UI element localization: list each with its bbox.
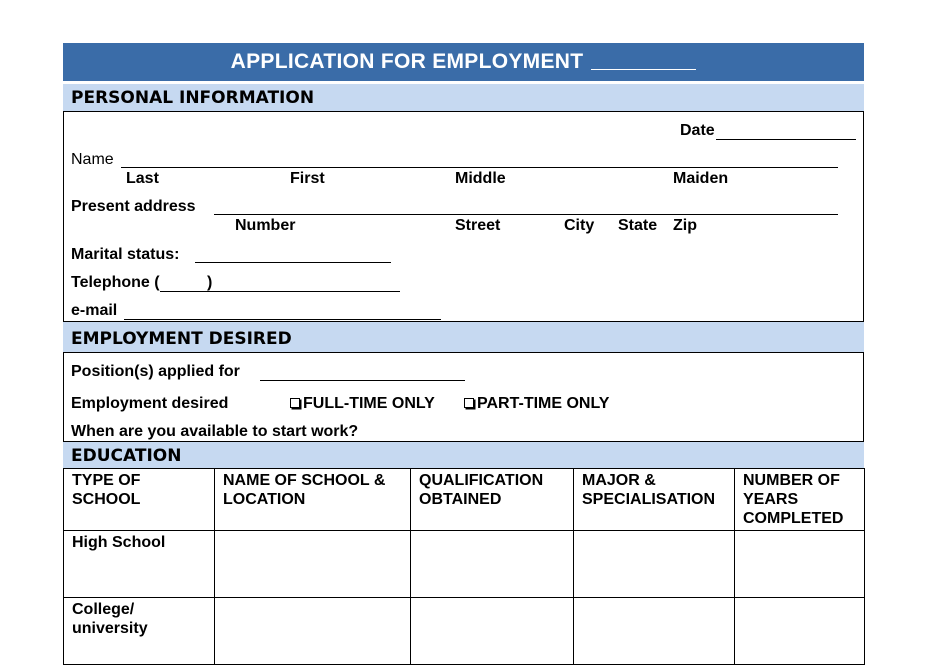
row-college-name-cell[interactable] [215, 598, 411, 665]
col-qualification: QUALIFICATION OBTAINED [411, 469, 574, 531]
date-label: Date [680, 122, 715, 139]
row-college-qualification-cell[interactable] [411, 598, 574, 665]
form-title-bar [63, 43, 864, 81]
row-high-school-type: High School [64, 531, 215, 598]
table-row [64, 531, 865, 598]
row-high-school-qualification-cell[interactable] [411, 531, 574, 598]
education-table [63, 468, 865, 665]
position-field[interactable] [260, 380, 465, 381]
address-field[interactable] [214, 214, 838, 215]
col-years-completed: NUMBER OF YEARS COMPLETED [735, 469, 865, 531]
email-label: e-mail [71, 302, 118, 319]
name-part-maiden: Maiden [673, 170, 729, 187]
telephone-label: Telephone ( [71, 274, 160, 291]
employment-desired-label: Employment desired [71, 395, 229, 412]
row-high-school-major-cell[interactable] [574, 531, 735, 598]
address-part-street: Street [455, 217, 501, 234]
title-blank-line[interactable] [591, 54, 696, 70]
part-time-label: PART-TIME ONLY [477, 395, 610, 412]
row-high-school-years-cell[interactable] [735, 531, 865, 598]
name-part-first: First [290, 170, 325, 187]
address-part-state: State [618, 217, 658, 234]
col-major: MAJOR & SPECIALISATION [574, 469, 735, 531]
full-time-option[interactable] [290, 395, 435, 413]
start-work-label: When are you available to start work? [71, 423, 359, 440]
position-label: Position(s) applied for [71, 363, 240, 380]
row-college-years-cell[interactable] [735, 598, 865, 665]
name-label: Name [71, 151, 114, 168]
name-part-last: Last [126, 170, 159, 187]
marital-status-field[interactable] [195, 262, 391, 263]
telephone-field[interactable] [160, 291, 400, 292]
col-type-of-school: TYPE OF SCHOOL [64, 469, 215, 531]
address-label: Present address [71, 198, 196, 215]
row-college-major-cell[interactable] [574, 598, 735, 665]
full-time-checkbox[interactable] [290, 398, 300, 408]
part-time-option[interactable] [464, 395, 609, 413]
telephone-close-paren: ) [207, 274, 213, 291]
personal-information-heading: PERSONAL INFORMATION [63, 84, 864, 111]
name-part-middle: Middle [455, 170, 506, 187]
part-time-checkbox[interactable] [464, 398, 474, 408]
full-time-label: FULL-TIME ONLY [303, 395, 435, 412]
table-row [64, 598, 865, 665]
email-field[interactable] [124, 319, 441, 320]
name-field[interactable] [121, 167, 838, 168]
address-part-zip: Zip [673, 217, 697, 234]
address-part-city: City [564, 217, 595, 234]
marital-status-label: Marital status: [71, 246, 180, 263]
col-name-of-school: NAME OF SCHOOL & LOCATION [215, 469, 411, 531]
row-high-school-name-cell[interactable] [215, 531, 411, 598]
form-title: APPLICATION FOR EMPLOYMENT [230, 50, 584, 73]
employment-desired-heading: EMPLOYMENT DESIRED [63, 322, 864, 352]
date-field[interactable] [716, 139, 856, 140]
education-heading: EDUCATION [63, 442, 864, 468]
education-header-row [64, 469, 865, 531]
address-part-number: Number [235, 217, 296, 234]
row-college-type: College/ university [64, 598, 215, 665]
